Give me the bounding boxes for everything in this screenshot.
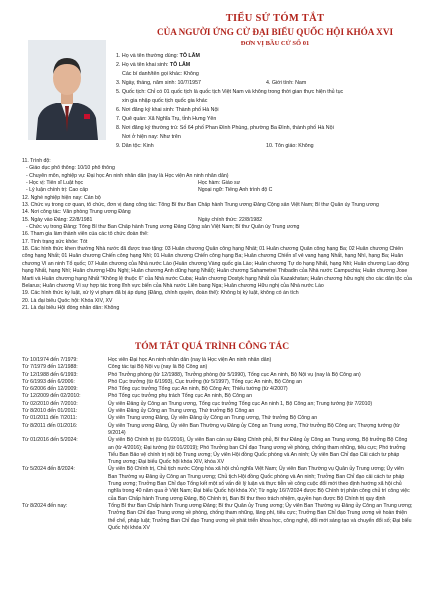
timeline-period: Từ 7/1979 đến 12/1988: — [22, 364, 78, 371]
aliases: Các bí danh/tên gọi khác: Không — [122, 71, 199, 78]
timeline-role: Phó Tổng cục trưởng phụ trách Tổng cục An ninh, Bộ Công an — [108, 393, 252, 400]
birth-name: TÔ LÂM — [169, 62, 191, 69]
workplace: 14. Nơi công tác: Văn phòng Trung ương Đảng — [22, 209, 131, 216]
timeline-role: Phó Trưởng phòng (từ 12/1988), Trưởng phòng (từ 5/1990), Tổng cục An ninh, Bộ Nội vụ (nay là Bộ Công an) — [108, 371, 361, 378]
timeline-row — [22, 415, 414, 422]
organizations: 16. Tham gia làm thành viên của các tổ chức đoàn thể: — [22, 231, 149, 238]
hometown: 7. Quê quán: Xã Nghĩa Trụ, tỉnh Hưng Yên — [116, 116, 217, 123]
timeline-row — [22, 364, 414, 371]
current-address: Nơi ở hiện nay: Như trên — [122, 134, 181, 141]
occupation: 12. Nghề nghiệp hiện nay: Cán bộ — [22, 194, 101, 201]
na-delegate: 20. Là đại biểu Quốc hội: Khóa XIV, XV — [22, 297, 113, 304]
timeline-period: Từ 5/2024 đến 8/2024: — [22, 466, 75, 473]
common-name: TÔ LÂM — [179, 53, 200, 59]
timeline-row — [22, 466, 414, 502]
awards: 18. Các hình thức khen thưởng Nhà nước đã được trao tặng: 03 Huân chương Quân công hạng Nhất; 01 Huân chương Quân công hạng Ba; 02 Huân chương Chiến công hạng Nhất; 01 Huân chương Chiến công hạng Nhì; 01 Huân chương Chiến công hạng Ba; Huân chương Chiến sĩ vẻ vang hạng Nhất, hạng Nhì, hạng Ba; Huân chương Vì an ninh Tổ quốc; 07 Huân chương của Nhà nước Lào (Huân chương Vàng quốc gia Lào; Huân chương Tự do hạng Nhất, hạng Nhì; Huân chương Lao động hạng Nhất, hạng Nhì; Huân chương Hữu Nghị; Huân chương Anh dũng hạng Nhất); Huân chương Sahametrei Thibadin của Nhà nước Campuchia; Huân chương Jose Marti và Huân chương hạng Nhất "Không lệ thuộc 6" của Nhà nước Cuba; Huân chương Dostyk hạng Nhất của Kazakhstan; Huân chương hữu nghị cho các dân tộc của Belarus; Huân chương Vì sự hợp tác trong lĩnh vực biển của Nhà nước Liên bang Nga; Huân chương Hữu nghị của Nhà nước Lào — [22, 246, 412, 289]
page-title: TIỂU SỬ TÓM TẮT — [225, 13, 325, 24]
timeline-role: Tổng Bí thư Ban Chấp hành Trung ương Đảng; Bí thư Quân ủy Trung ương; Ủy viên Ban Thường vụ Đảng ủy Công an Trung ương; Trưởng Ban Chỉ đạo Trung ương về phòng, chống tham nhũng, lãng phí, tiêu cực; Trưởng Ban Chỉ đạo Trung ương về hoàn thiện thể chế, pháp luật; Trưởng Ban Chỉ đạo Trung ương về phát triển khoa học, công nghệ, đổi mới sáng tạo và chuyển đổi số; Đại biểu Quốc hội khóa XV — [108, 502, 413, 531]
current-position: 13. Chức vụ trong cơ quan, tổ chức, đơn vị đang công tác: Tổng Bí thư Ban Chấp hành Trung ương Đảng Cộng sản Việt Nam; Bí thư Quân ủy Trung ương — [22, 202, 379, 209]
health-status: 17. Tình trạng sức khỏe: Tốt — [22, 238, 88, 245]
personal-info — [116, 52, 416, 152]
timeline-period: Từ 8/2010 đến 01/2011: — [22, 408, 78, 415]
info-label: 1. Họ và tên thường dùng: — [116, 53, 179, 59]
timeline-role: Ủy viên Trung ương Đảng, Ủy viên Ban Thường vụ Đảng ủy Công an Trung ương, Thứ trưởng Bộ Công an; Thượng tướng (từ 9/2014) — [108, 422, 400, 436]
timeline-role: Phó Tổng cục trưởng Tổng cục An ninh, Bộ Công An; Thiếu tướng (từ 4/2007) — [108, 386, 288, 393]
academic-title: Học hàm: Giáo sư — [198, 180, 241, 187]
timeline-row — [22, 503, 414, 532]
constituency-label: ĐƠN VỊ BẦU CỬ SỐ 01 — [240, 40, 310, 47]
timeline-period: Từ 8/2011 đến 01/2016: — [22, 422, 78, 429]
timeline-period: Từ 12/1988 đến 6/1993: — [22, 371, 78, 378]
ethnicity: 9. Dân tộc: Kinh — [116, 143, 154, 150]
degree: - Học vị: Tiến sĩ Luật học — [26, 180, 84, 187]
timeline-role: Ủy viên Đảng ủy Công an Trung ương, Tổng cục trưởng Tổng cục An ninh 1, Bộ Công an; Trung tướng (từ 7/2010) — [108, 400, 373, 407]
timeline-role: Phó Cục trưởng (từ 6/1993), Cục trưởng (từ 5/1997), Tổng cục An ninh, Bộ Công an — [108, 378, 302, 385]
timeline-row — [22, 423, 414, 438]
timeline-row — [22, 393, 414, 400]
birth-date: 3. Ngày, tháng, năm sinh: 10/7/1957 — [116, 80, 202, 87]
page-subtitle: CỦA NGƯỜI ỨNG CỬ ĐẠI BIỂU QUỐC HỘI KHÓA XVI — [156, 27, 394, 37]
foreign-language: Ngoại ngữ: Tiếng Anh trình độ C — [198, 187, 273, 194]
timeline-row — [22, 372, 414, 379]
general-education: - Giáo dục phổ thông: 10/10 phổ thông — [26, 165, 115, 172]
timeline-role: Ủy viên Bộ Chính trị (từ 01/2016), Ủy viên Ban cán sự Đảng Chính phủ, Bí thư Đảng ủy Công an Trung ương, Bộ trưởng Bộ Công an (từ 4/2016); Đại tướng (từ 01/2019); Phó Trưởng ban Chỉ đạo Trung ương về phòng, chống tham nhũng, tiêu cực; Phó trưởng Tiểu Ban Bảo vệ chính trị nội bộ Trung ương; Ủy viên Hội đồng Quốc phòng và An ninh; Ủy viên Ban Chỉ đạo Cải cách tư pháp Trung ương; Đại biểu Quốc hội khóa XIV, khóa XV — [108, 437, 408, 466]
timeline-role: Ủy viên Đảng ủy Công an Trung ương, Thứ trưởng Bộ Công an — [108, 408, 255, 415]
timeline-role: Ủy viên Bộ Chính trị, Chủ tịch nước Cộng hòa xã hội chủ nghĩa Việt Nam; Ủy viên Ban Thường vụ Quân ủy Trung ương; Ủy viên Ban Thường vụ Đảng ủy Công an Trung ương; Chủ tịch Hội đồng Quốc phòng và An ninh; Trưởng Ban Chỉ đạo cải cách tư pháp Trung ương; Trưởng Ban Chỉ đạo Tổng kết một số vấn đề lý luận và thực tiễn về công cuộc đổi mới theo định hướng xã hội chủ nghĩa trong 40 năm qua ở Việt Nam; Đại biểu Quốc hội khóa XV; Từ ngày 16/7/2024 được Bộ Chính trị phân công chủ trì công việc của Ban Chấp hành Trung ương Đảng, Bộ Chính trị, Ban Bí thư theo trách nhiệm, quyền hạn được Bộ Chính trị quy định — [108, 466, 410, 502]
party-official-date: Ngày chính thức: 22/8/1982 — [198, 216, 263, 223]
timeline-row — [22, 437, 414, 466]
nationality-cont: xin gia nhập quốc tịch quốc gia khác — [122, 98, 208, 105]
timeline-row — [22, 401, 414, 408]
specialty: - Chuyên môn, nghiệp vụ: Đại học An ninh nhân dân (nay là Học viện An ninh nhân dân) — [26, 172, 229, 179]
timeline-period: Từ 02/2010 đến 7/2010: — [22, 400, 78, 407]
timeline-period: Từ 10/1974 đến 7/1979: — [22, 357, 78, 363]
timeline-period: Từ 01/2016 đến 5/2024: — [22, 437, 78, 444]
timeline-period: Từ 6/1993 đến 6/2006: — [22, 378, 75, 385]
timeline-role: Ủy viên Trung ương Đảng, Ủy viên Đảng ủy Công an Trung ương, Thứ trưởng Bộ Công an — [108, 415, 318, 422]
timeline-row — [22, 357, 414, 364]
portrait-photo — [28, 40, 106, 140]
timeline-period: Từ 01/2011 đến 7/2011: — [22, 415, 77, 422]
religion: 10. Tôn giáo: Không — [266, 143, 314, 150]
career-timeline — [22, 357, 414, 532]
timeline-period: Từ 8/2024 đến nay: — [22, 502, 68, 509]
timeline-role: Công tác tại Bộ Nội vụ (nay là Bộ Công an) — [108, 364, 208, 371]
political-theory: - Lý luận chính trị: Cao cấp — [26, 187, 88, 194]
timeline-period: Từ 12/2009 đến 02/2010: — [22, 393, 81, 400]
education-heading: 11. Trình độ: — [22, 158, 51, 164]
permanent-address: 8. Nơi đăng ký thường trú: Số 64 phố Phan Đình Phùng, phường Ba Đình, thành phố Hà Nội — [116, 125, 334, 132]
discipline: 19. Các hình thức kỷ luật, xử lý vi phạm đã bị áp dụng (Đảng, chính quyền, đoàn thể): Không bị kỷ luật, không có án tích — [22, 290, 299, 297]
timeline-period: Từ 6/2006 đến 12/2009: — [22, 386, 78, 393]
timeline-role: Học viên Đại học An ninh nhân dân (nay là Học viện An ninh nhân dân) — [108, 357, 272, 363]
party-join-date: 15. Ngày vào Đảng: 22/8/1981 — [22, 216, 93, 223]
info-label: 2. Họ và tên khai sinh: — [116, 62, 169, 69]
council-delegate: 21. Là đại biểu Hội đồng nhân dân: Không — [22, 304, 120, 311]
gender: 4. Giới tính: Nam — [266, 80, 307, 87]
bio-details — [22, 158, 414, 312]
timeline-title: TÓM TẮT QUÁ TRÌNH CÔNG TÁC — [134, 342, 290, 352]
birth-registration: 6. Nơi đăng ký khai sinh: Thành phố Hà Nội — [116, 107, 219, 114]
party-position: - Chức vụ trong Đảng: Tổng Bí thư Ban Chấp hành Trung ương Đảng Cộng sản Việt Nam; Bí thư Quân ủy Trung ương — [26, 224, 300, 231]
nationality: 5. Quốc tịch: Chỉ có 01 quốc tịch là quốc tịch Việt Nam và không trong thời gian thực hiện thủ tục — [116, 89, 344, 96]
